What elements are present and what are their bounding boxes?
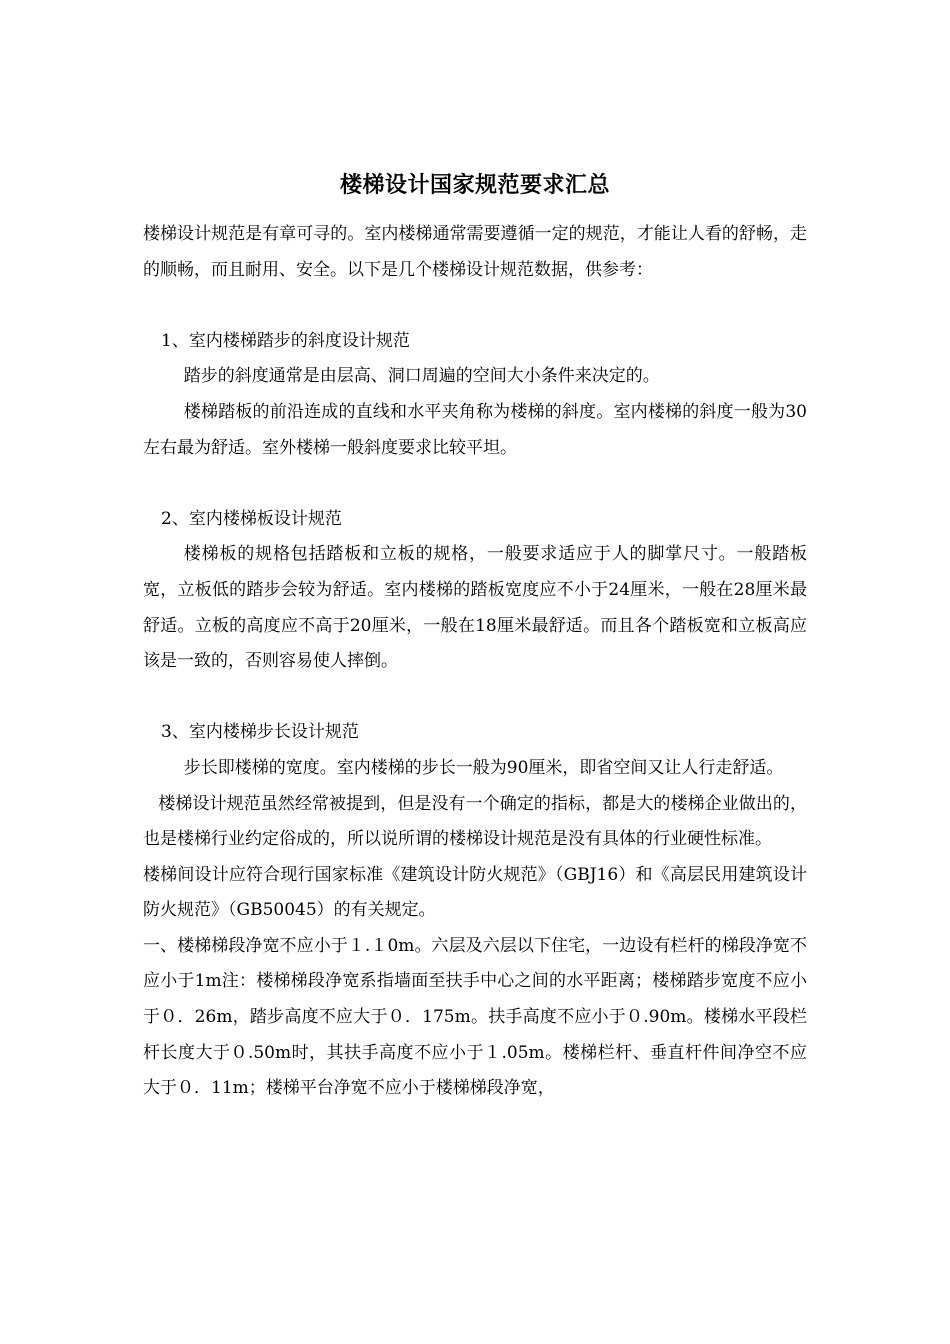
document-body — [143, 217, 807, 1107]
section-3-heading: 3、室内楼梯步长设计规范 — [161, 722, 359, 743]
regulation-paragraph: 楼梯间设计应符合现行国家标准《建筑设计防火规范》（GBJ16）和《高层民用建筑设计防火规范》（GB50045）的有关规定。 — [143, 864, 807, 921]
section-2-paragraph-1: 楼梯板的规格包括踏板和立板的规格，一般要求适应于人的脚掌尺寸。一般踏板宽，立板低的踏步会较为舒适。室内楼梯的踏板宽度应不小于24厘米，一般在28厘米最舒适。立板的高度应不高于20厘米，一般在18厘米最舒适。而且各个踏板宽和立板高应该是一致的，否则容易使人摔倒。 — [143, 544, 807, 672]
section-1-paragraph-2: 楼梯踏板的前沿连成的直线和水平夹角称为楼梯的斜度。室内楼梯的斜度一般为30左右最为舒适。室外楼梯一般斜度要求比较平坦。 — [143, 401, 807, 458]
spacer — [143, 466, 807, 502]
section-1-heading: 1、室内楼梯踏步的斜度设计规范 — [161, 330, 410, 351]
note-paragraph: 楼梯设计规范虽然经常被提到，但是没有一个确定的指标，都是大的楼梯企业做出的，也是楼梯行业约定俗成的，所以说所谓的楼梯设计规范是没有具体的行业硬性标准。 — [143, 793, 807, 850]
document-title: 楼梯设计国家规范要求汇总 — [339, 172, 610, 198]
section-3-paragraph-1: 步长即楼梯的宽度。室内楼梯的步长一般为90厘米，即省空间又让人行走舒适。 — [183, 757, 784, 778]
section-1-paragraph-1: 踏步的斜度通常是由层高、洞口周遍的空间大小条件来决定的。 — [183, 366, 660, 387]
spacer — [143, 680, 807, 716]
section-2-heading: 2、室内楼梯板设计规范 — [161, 508, 342, 529]
intro-paragraph: 楼梯设计规范是有章可寻的。室内楼梯通常需要遵循一定的规范，才能让人看的舒畅，走的顺畅，而且耐用、安全。以下是几个楼梯设计规范数据，供参考： — [143, 224, 807, 280]
spacer — [143, 288, 807, 324]
item-1-paragraph: 一、楼梯梯段净宽不应小于１.１0m。六层及六层以下住宅，一边设有栏杆的梯段净宽不应小于1m注：楼梯梯段净宽系指墙面至扶手中心之间的水平距离；楼梯踏步宽度不应小于０．26m，踏步高度不应大于０．175m。扶手高度不应小于０.90m。楼梯水平段栏杆长度大于０.50m时，其扶手高度不应小于１.05m。楼梯栏杆、垂直杆件间净空不应大于０．11m；楼梯平台净宽不应小于楼梯梯段净宽， — [143, 935, 807, 1099]
